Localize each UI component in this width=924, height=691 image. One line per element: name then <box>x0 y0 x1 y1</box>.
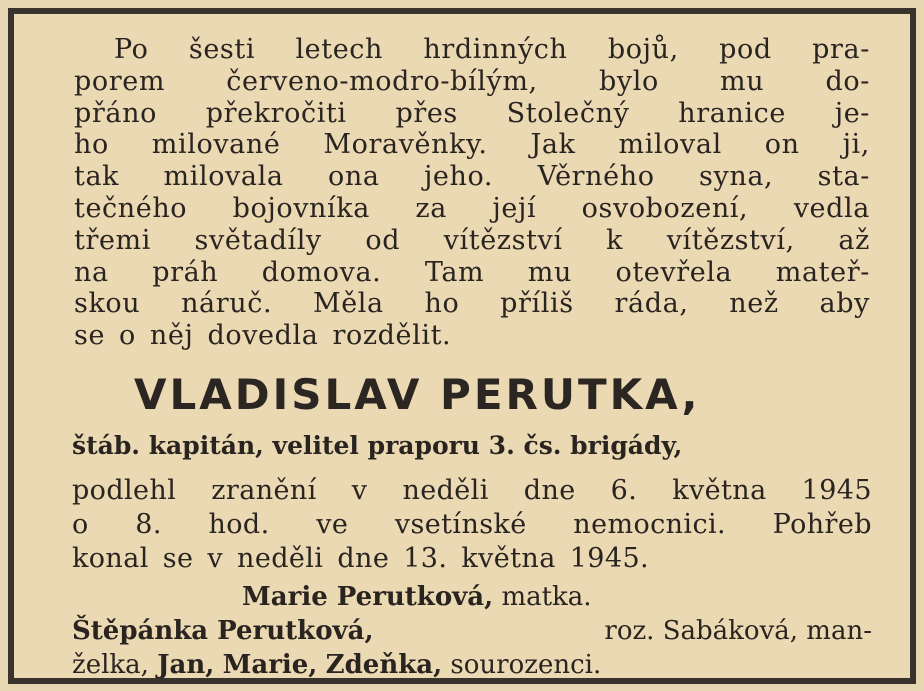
word: až <box>838 224 870 256</box>
word: než <box>729 288 779 320</box>
word: hod. <box>208 509 270 540</box>
word: dne <box>337 543 390 574</box>
word: ho <box>74 129 109 161</box>
word: k <box>606 224 624 256</box>
word: něj <box>149 320 194 352</box>
word: za <box>415 192 447 224</box>
word: vedla <box>793 192 870 224</box>
signature-wife <box>72 616 872 646</box>
sibling-name: Jan, <box>157 650 215 680</box>
word: překročiti <box>205 97 347 129</box>
word: mu <box>720 65 765 97</box>
mother-name: Marie Perutková, <box>242 582 494 612</box>
word: náruč. <box>181 288 273 320</box>
word: se <box>74 320 106 352</box>
word: přes <box>395 97 458 129</box>
word: mu <box>527 256 572 288</box>
word: vsetínské <box>394 509 527 540</box>
word: ve <box>316 509 349 540</box>
death-details-paragraph <box>72 474 872 576</box>
tribute-line <box>74 193 870 225</box>
word: tečného <box>74 192 188 224</box>
word: Pohřeb <box>772 509 872 540</box>
word: sta- <box>817 161 870 193</box>
word: aby <box>819 288 870 320</box>
word: osvobození, <box>581 192 749 224</box>
word: její <box>492 192 537 224</box>
word: pra- <box>812 34 870 65</box>
word: neděli <box>402 475 489 506</box>
word: se <box>162 543 194 574</box>
word: 6. <box>610 475 638 506</box>
deceased-name: VLADISLAV PERUTKA, <box>134 370 701 419</box>
word: května <box>672 475 767 506</box>
word: 1945. <box>569 543 649 574</box>
word: tak <box>74 161 120 193</box>
sibling-name: Marie, <box>222 650 318 680</box>
word: on <box>764 129 800 161</box>
tribute-line <box>74 98 870 130</box>
word: 1945 <box>801 475 872 506</box>
wife-role: roz. Sabáková, man- <box>604 616 872 646</box>
word: třemi <box>74 224 151 256</box>
word: bylo <box>598 65 659 97</box>
word: příliš <box>500 288 574 320</box>
word: Stolečný <box>506 97 630 129</box>
word: milované <box>151 129 281 161</box>
word: je- <box>834 97 870 129</box>
tribute-line <box>74 66 870 98</box>
word: neděli <box>237 543 324 574</box>
word: přáno <box>74 97 157 129</box>
tribute-line <box>74 225 870 257</box>
word: bojů, <box>607 34 679 65</box>
details-line <box>72 508 872 542</box>
word: od <box>365 224 401 256</box>
word: milovala <box>163 161 284 193</box>
word: hrdinných <box>423 34 568 65</box>
obituary-notice <box>8 8 916 684</box>
word: nemocnici. <box>573 509 726 540</box>
word: v <box>351 475 368 506</box>
word: syna, <box>699 161 774 193</box>
tribute-line <box>74 129 870 161</box>
word: jeho. <box>423 161 494 193</box>
wife-line <box>72 616 872 646</box>
word: května <box>461 543 556 574</box>
word: hranice <box>678 97 786 129</box>
tribute-line <box>74 320 870 352</box>
signature-siblings <box>72 650 872 680</box>
word: rozdělit. <box>332 320 452 352</box>
word: 8. <box>135 509 162 540</box>
word: 13. <box>403 543 448 574</box>
word: domova. <box>261 256 382 288</box>
siblings-role: sourozenci. <box>450 650 602 680</box>
word: bojovníka <box>232 192 370 224</box>
word: šesti <box>188 34 256 65</box>
word: Tam <box>424 256 485 288</box>
word: ráda, <box>614 288 689 320</box>
word: konal <box>72 543 149 574</box>
word: ji, <box>842 129 870 161</box>
word: do- <box>825 65 870 97</box>
word: Moravěnky. <box>323 129 488 161</box>
word: vítězství <box>443 224 563 256</box>
word: podlehl <box>72 475 177 506</box>
details-line <box>72 474 872 508</box>
mother-role: matka. <box>501 582 592 612</box>
tribute-line <box>74 257 870 289</box>
details-line <box>72 542 872 576</box>
word: miloval <box>618 129 722 161</box>
sibling-name: Zdeňka, <box>325 650 443 680</box>
wife-role-continued: želka, <box>72 650 149 680</box>
word: v <box>207 543 224 574</box>
tribute-line <box>74 34 870 66</box>
tribute-line <box>74 288 870 320</box>
word: na <box>74 256 109 288</box>
tribute-paragraph <box>74 34 870 352</box>
wife-name: Štěpánka Perutková, <box>72 616 374 646</box>
word: o <box>119 320 136 352</box>
word: vítězství, <box>666 224 795 256</box>
word: práh <box>152 256 219 288</box>
word: dne <box>523 475 576 506</box>
tribute-line <box>74 161 870 193</box>
signature-mother <box>72 582 872 612</box>
word: Po <box>114 34 149 65</box>
word: zranění <box>211 475 317 506</box>
word: mateř- <box>775 256 870 288</box>
word: pod <box>719 34 772 65</box>
word: o <box>72 509 89 540</box>
word: červeno-modro-bílým, <box>226 65 538 97</box>
deceased-rank: štáb. kapitán, velitel praporu 3. čs. brigády, <box>72 431 683 460</box>
word: dovedla <box>207 320 319 352</box>
word: skou <box>74 288 141 320</box>
word: Věrného <box>537 161 655 193</box>
word: Měla <box>312 288 384 320</box>
word: otevřela <box>615 256 733 288</box>
word: ho <box>424 288 460 320</box>
word: letech <box>295 34 383 65</box>
word: Jak <box>530 129 576 161</box>
word: ona <box>327 161 380 193</box>
word: světadíly <box>194 224 322 256</box>
word: porem <box>74 65 166 97</box>
